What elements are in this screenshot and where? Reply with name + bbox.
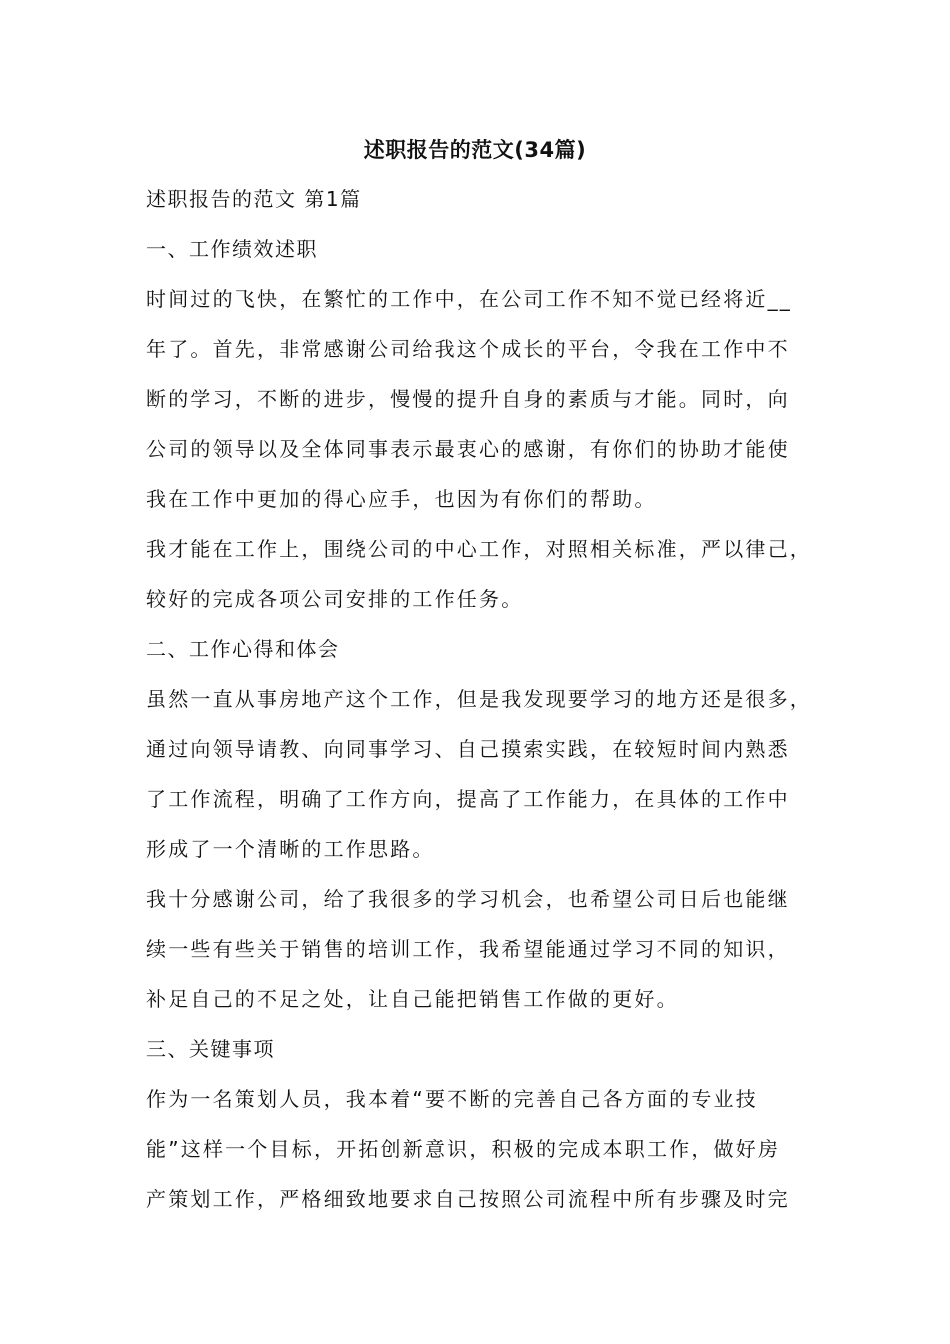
paragraph-line: 较好的完成各项公司安排的工作任务。 [146, 587, 524, 611]
document-body [146, 184, 826, 1234]
section-heading-2: 二、工作心得和体会 [146, 637, 340, 661]
paragraph-line: 时间过的飞快，在繁忙的工作中，在公司工作不知不觉已经将近__ [146, 287, 792, 311]
paragraph-line: 形成了一个清晰的工作思路。 [146, 837, 435, 861]
paragraph-line: 通过向领导请教、向同事学习、自己摸索实践，在较短时间内熟悉 [146, 737, 790, 761]
paragraph-line: 产策划工作，严格细致地要求自己按照公司流程中所有步骤及时完 [146, 1187, 790, 1211]
paragraph-line: 年了。首先，非常感谢公司给我这个成长的平台，令我在工作中不 [146, 337, 790, 361]
paragraph-line: 断的学习，不断的进步，慢慢的提升自身的素质与才能。同时，向 [146, 387, 790, 411]
document-title: 述职报告的范文(34篇) [363, 138, 587, 162]
paragraph-line: 虽然一直从事房地产这个工作，但是我发现要学习的地方还是很多， [146, 687, 812, 711]
section-heading-3: 三、关键事项 [146, 1037, 275, 1061]
paragraph-line: 补足自己的不足之处，让自己能把销售工作做的更好。 [146, 987, 679, 1011]
paragraph-line: 续一些有些关于销售的培训工作，我希望能通过学习不同的知识， [146, 937, 790, 961]
paragraph-line: 了工作流程，明确了工作方向，提高了工作能力，在具体的工作中 [146, 787, 790, 811]
section-heading-1: 一、工作绩效述职 [146, 237, 318, 261]
paragraph-line: 我才能在工作上，围绕公司的中心工作，对照相关标准，严以律己， [146, 537, 812, 561]
paragraph-line: 我在工作中更加的得心应手，也因为有你们的帮助。 [146, 487, 657, 511]
paragraph-line: 能”这样一个目标，开拓创新意识，积极的完成本职工作，做好房 [146, 1137, 781, 1161]
chapter-heading: 述职报告的范文 第1篇 [146, 187, 362, 211]
paragraph-line: 公司的领导以及全体同事表示最衷心的感谢，有你们的协助才能使 [146, 437, 790, 461]
paragraph-line: 作为一名策划人员，我本着“要不断的完善自己各方面的专业技 [146, 1087, 758, 1111]
paragraph-line: 我十分感谢公司，给了我很多的学习机会，也希望公司日后也能继 [146, 887, 790, 911]
